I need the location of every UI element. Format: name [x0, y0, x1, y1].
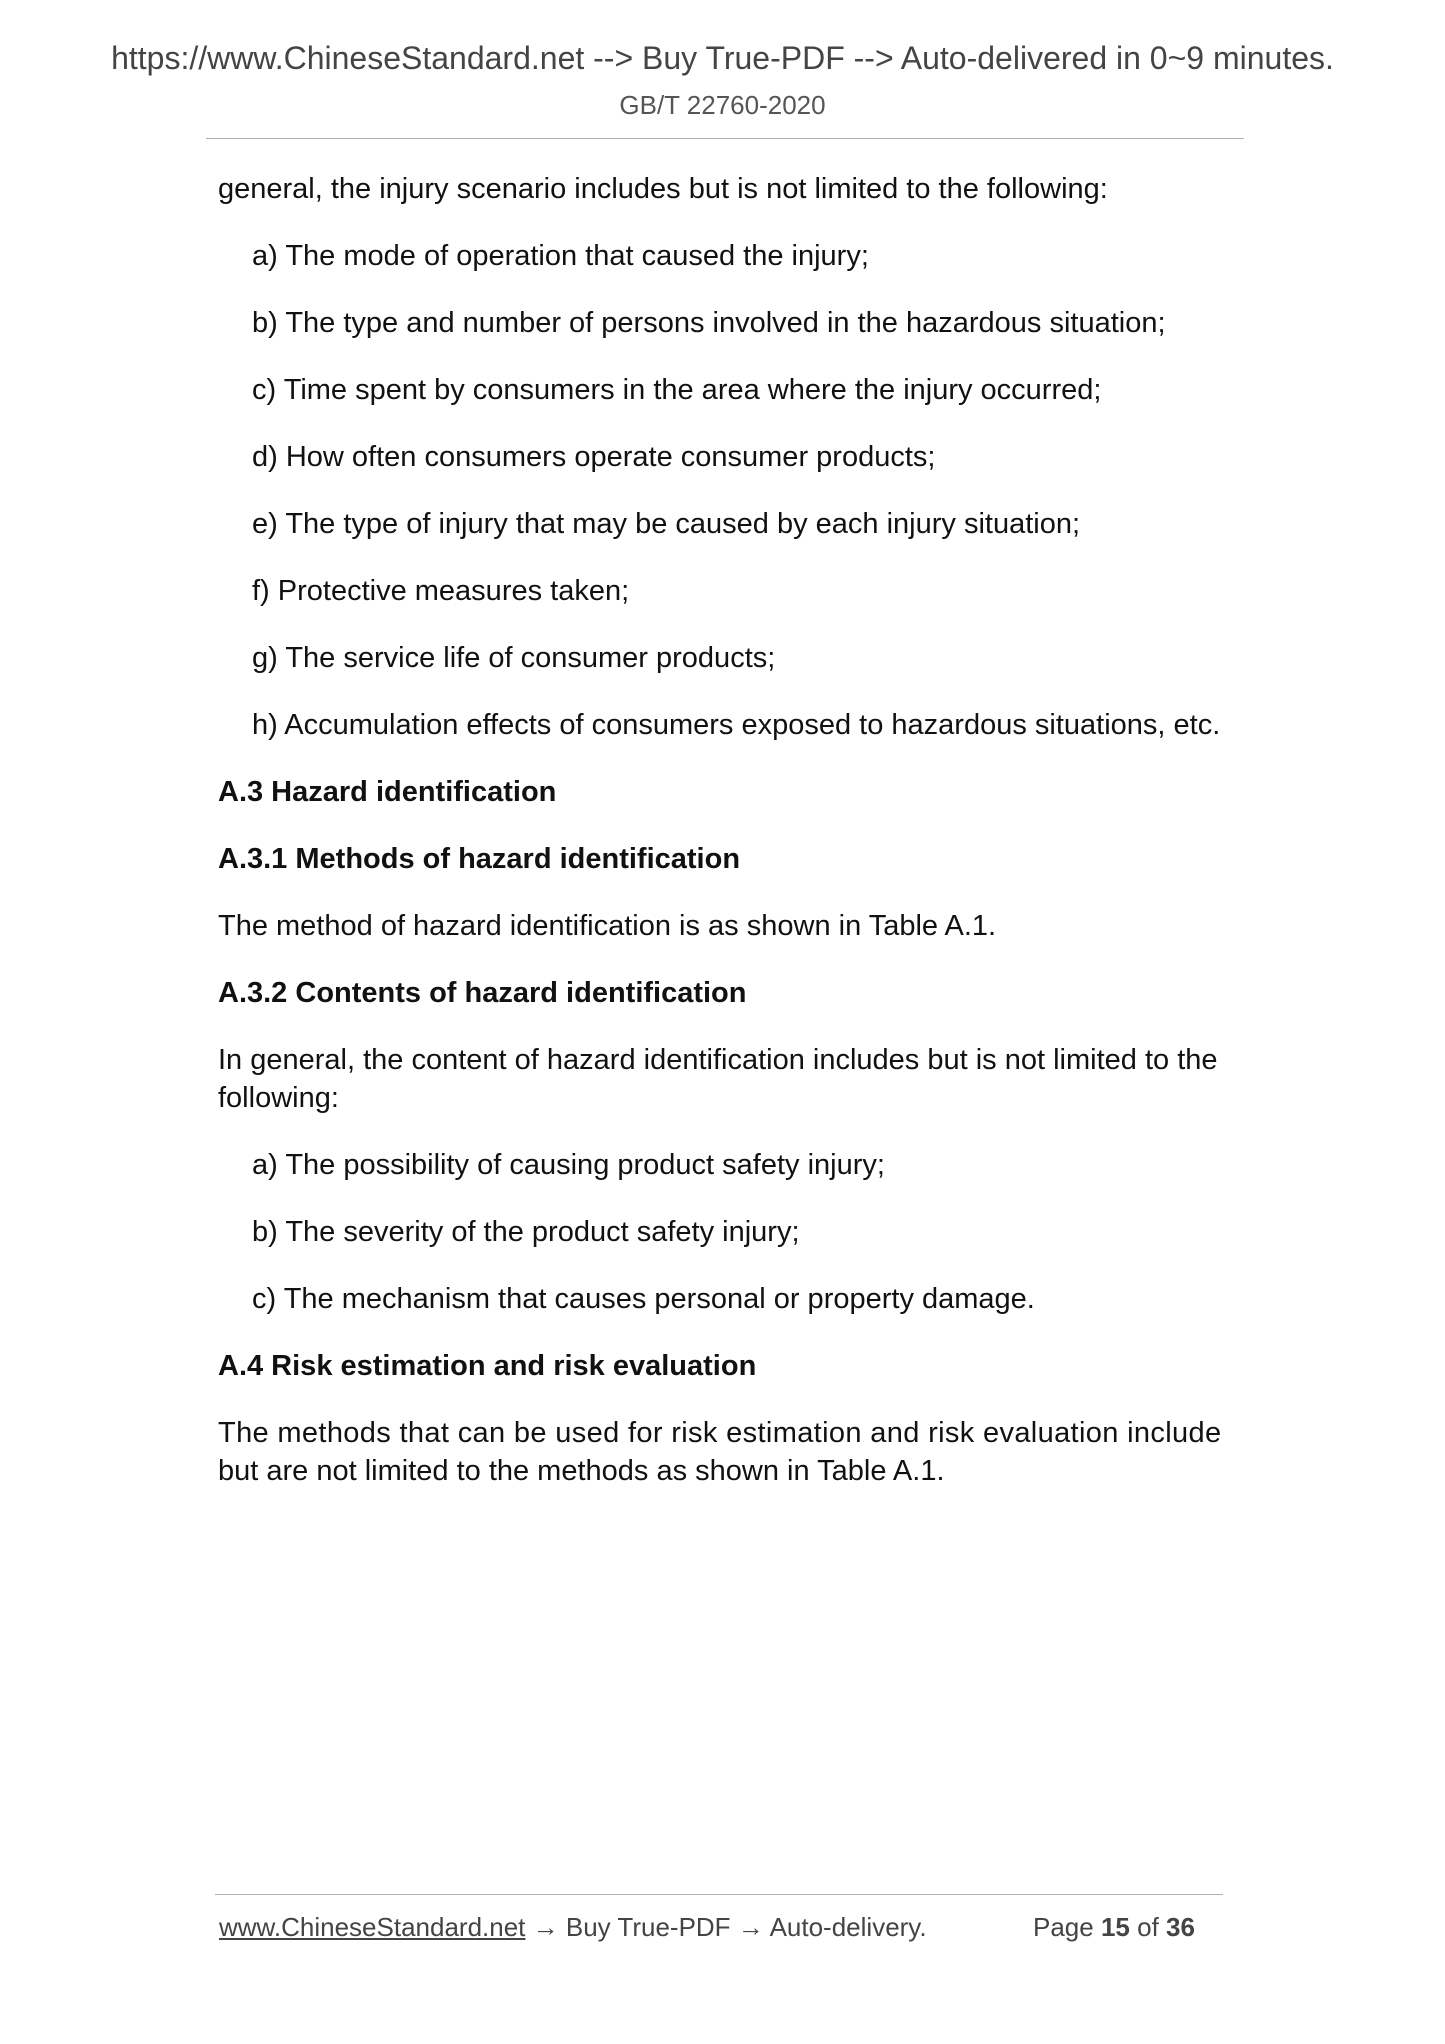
standard-code: GB/T 22760-2020	[619, 90, 826, 120]
page-indicator	[1033, 1912, 1195, 1943]
list-item: a) The mode of operation that caused the injury;	[252, 240, 869, 272]
site-link[interactable]: www.ChineseStandard.net	[219, 1912, 526, 1942]
list-item: b) The severity of the product safety injury;	[252, 1216, 800, 1248]
section-heading-a31: A.3.1 Methods of hazard identification	[218, 843, 741, 875]
list-item: c) Time spent by consumers in the area where the injury occurred;	[252, 374, 1102, 406]
section-heading-a32: A.3.2 Contents of hazard identification	[218, 977, 747, 1009]
list-item: h) Accumulation effects of consumers exposed to hazardous situations, etc.	[252, 709, 1221, 741]
paragraph-a31: The method of hazard identification is as shown in Table A.1.	[218, 910, 997, 942]
page-number: 15	[1100, 1912, 1130, 1942]
list-item: d) How often consumers operate consumer products;	[252, 441, 936, 473]
footer-promo	[219, 1912, 927, 1943]
paragraph-a4-line-1: The methods that can be used for risk estimation and risk evaluation include	[218, 1417, 1222, 1449]
list-item: c) The mechanism that causes personal or property damage.	[252, 1283, 1035, 1315]
list-item: b) The type and number of persons involved in the hazardous situation;	[252, 307, 1166, 339]
footer-divider	[215, 1894, 1223, 1895]
total-pages: 36	[1166, 1912, 1195, 1942]
paragraph-a32-line-1: In general, the content of hazard identification includes but is not limited to the	[218, 1044, 1218, 1076]
footer-tagline: → Buy True-PDF → Auto-delivery.	[525, 1912, 927, 1942]
of-label: of	[1137, 1912, 1159, 1942]
paragraph-a32-line-2: following:	[218, 1082, 339, 1114]
site-banner: https://www.ChineseStandard.net --> Buy True-PDF --> Auto-delivered in 0~9 minutes.	[111, 40, 1334, 76]
section-heading-a3: A.3 Hazard identification	[218, 776, 557, 808]
page-label: Page	[1033, 1912, 1094, 1942]
section-heading-a4: A.4 Risk estimation and risk evaluation	[218, 1350, 757, 1382]
list-item: e) The type of injury that may be caused by each injury situation;	[252, 508, 1081, 540]
header-divider	[206, 138, 1244, 139]
list-item: a) The possibility of causing product safety injury;	[252, 1149, 885, 1181]
paragraph-a4-line-2: but are not limited to the methods as shown in Table A.1.	[218, 1455, 945, 1487]
intro-text: general, the injury scenario includes but is not limited to the following:	[218, 173, 1108, 205]
list-item: f) Protective measures taken;	[252, 575, 630, 607]
list-item: g) The service life of consumer products;	[252, 642, 776, 674]
